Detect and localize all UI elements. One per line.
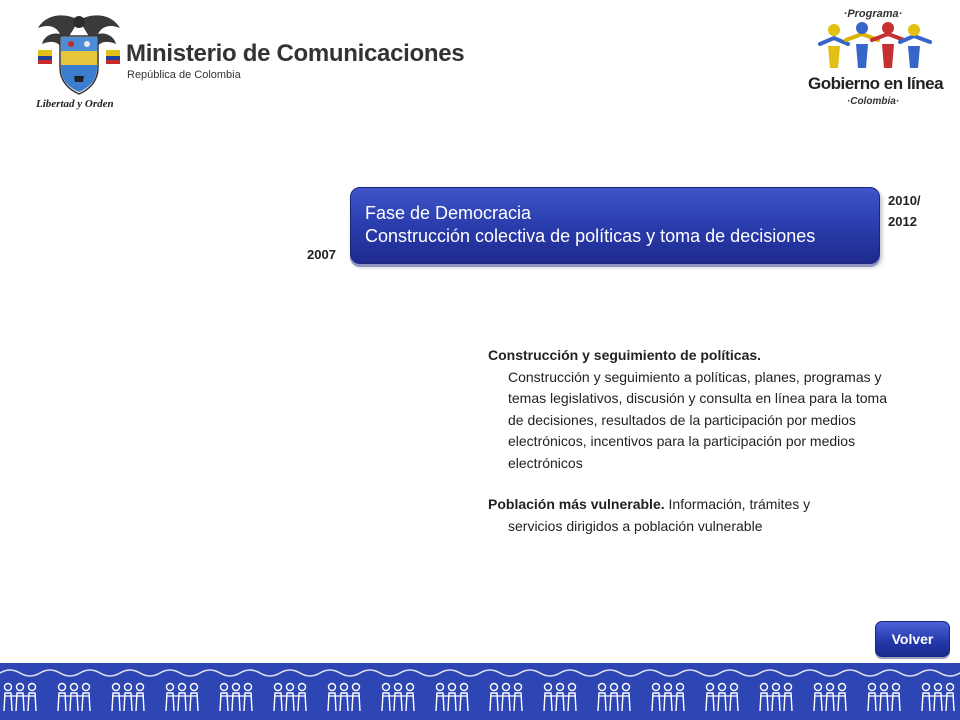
list-item (488, 345, 893, 474)
timeline-end-year (888, 190, 932, 232)
people-pattern-icon (0, 663, 960, 720)
list-item (488, 494, 893, 537)
item-body-rest: servicios dirigidos a población vulnerable (508, 517, 763, 534)
phase-details (488, 345, 893, 557)
ministry-subtitle: República de Colombia (127, 69, 241, 81)
item-body-first: Información, trámites y (668, 496, 811, 512)
program-country: ·Colombia· (846, 96, 900, 107)
coat-motto: Libertad y Orden (36, 98, 114, 110)
program-name: Gobierno en línea (808, 74, 944, 93)
ministry-header (34, 10, 465, 115)
back-button[interactable]: Volver (875, 621, 950, 657)
phase-banner (350, 187, 880, 264)
phase-subtitle: Construcción colectiva de políticas y toma de decisiones (365, 226, 816, 246)
ministry-title: Ministerio de Comunicaciones (126, 40, 465, 67)
phase-title: Fase de Democracia (365, 203, 532, 223)
end-year-line1: 2010/ (888, 193, 921, 208)
timeline-start-year: 2007 (307, 247, 336, 262)
footer-band (0, 663, 960, 720)
item-body: Construcción y seguimiento a políticas, planes, programas y temas legislativos, discusión y consulta en línea para la toma de decisiones, resultados de la participación por medios electrónicos, incentivos para la participación por medios electrónicos (508, 368, 887, 471)
program-label: ·Programa· (843, 8, 903, 20)
people-figures-icon (816, 22, 934, 72)
item-heading: Población más vulnerable. (488, 496, 665, 512)
gobierno-en-linea-logo (808, 8, 944, 113)
coat-of-arms-icon (34, 10, 124, 98)
end-year-line2: 2012 (888, 214, 917, 229)
item-heading: Construcción y seguimiento de políticas. (488, 347, 762, 363)
